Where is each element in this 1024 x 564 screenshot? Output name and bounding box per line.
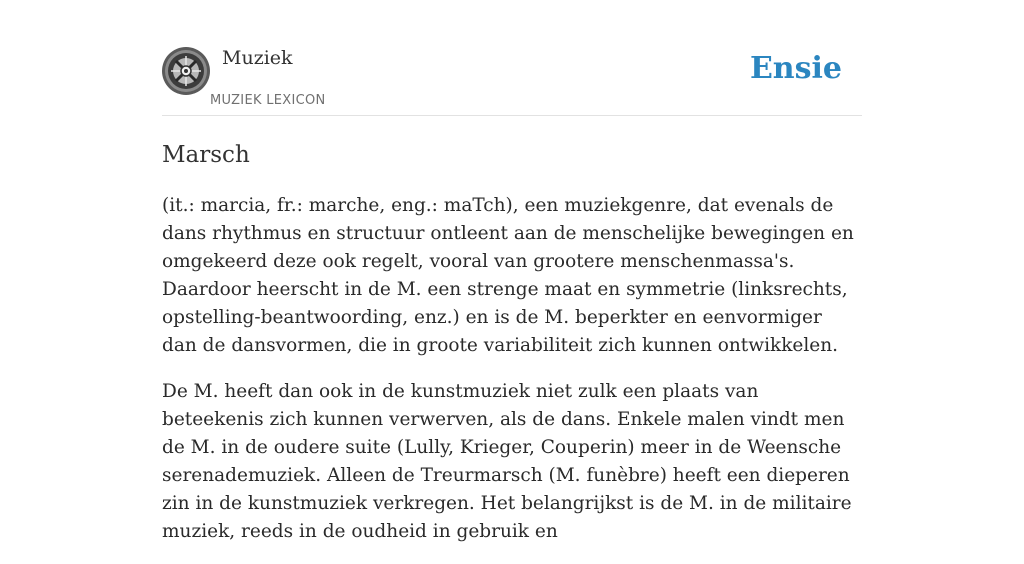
paragraph: (it.: marcia, fr.: marche, eng.: maTch), een muziekgenre, dat evenals de dans rhythmus en structuur ontleent aan de menschelijke bewegingen en omgekeerd deze ook regelt, vooral van grootere menschenmassa's. Daardoor heerscht in de M. een strenge maat en symmetrie (linksrechts, opstelling-beantwoording, enz.) en is de M. beperkter en eenvormiger dan de dansvormen, die in groote variabiliteit zich kunnen ontwikkelen. xyxy=(162,195,854,356)
page-content xyxy=(162,0,862,542)
paragraph: De M. heeft dan ook in de kunstmuziek niet zulk een plaats van beteekenis zich kunnen verwerven, als de dans. Enkele malen vindt men de M. in de oudere suite (Lully, Krieger, Couperin) meer in de Weensche serenademuziek. Alleen de Treurmarsch (M. funèbre) heeft een dieperen zin in de kunstmuziek verkregen. Het belangrijkst is de M. in de militaire muziek, reeds in de oudheid in gebruik en xyxy=(162,381,852,542)
site-logo[interactable]: Ensie xyxy=(749,51,842,86)
source-header xyxy=(162,0,862,116)
instruments-emblem-icon[interactable] xyxy=(162,47,210,95)
source-subtitle: MUZIEK LEXICON xyxy=(210,93,326,108)
article-body xyxy=(162,192,862,564)
article-title: Marsch xyxy=(162,142,250,168)
source-name[interactable]: Muziek xyxy=(222,47,293,69)
